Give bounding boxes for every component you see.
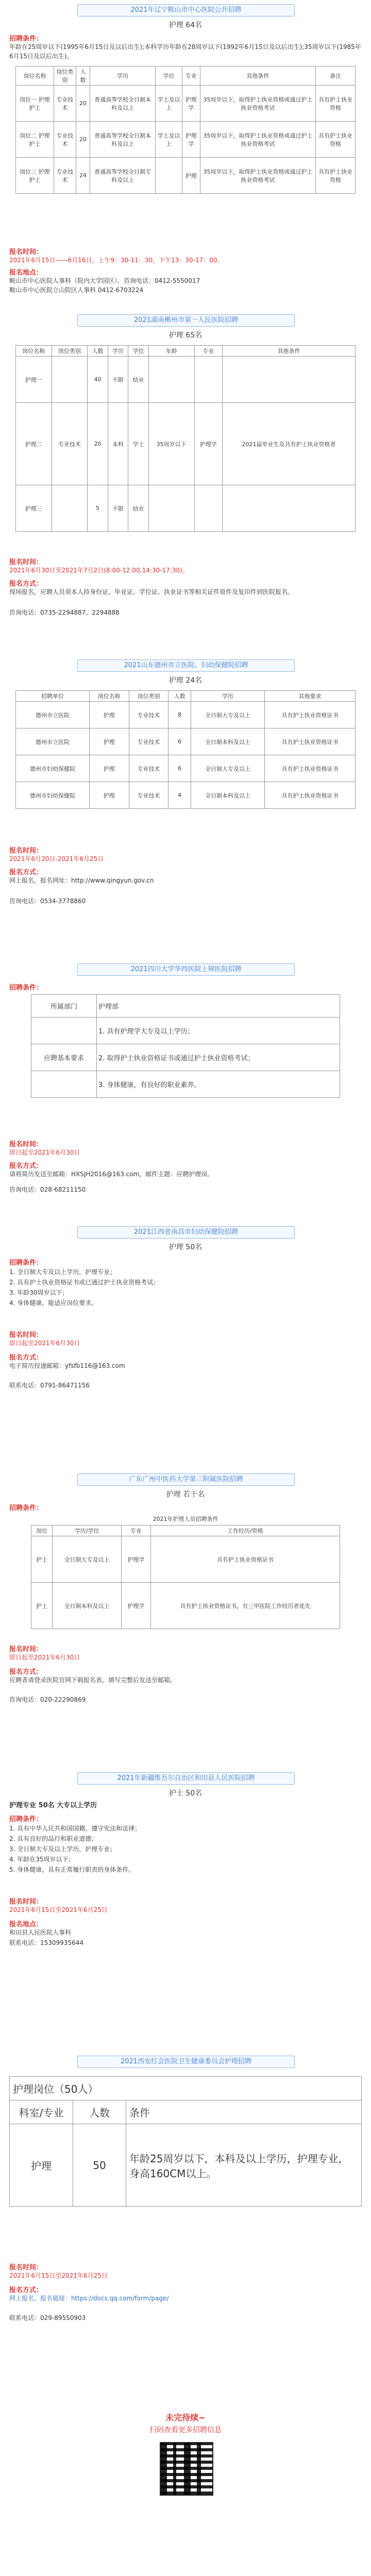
table-cell: 护理学 [122,1583,151,1629]
header-cell: 学历 [90,66,156,86]
requirements-label: 招聘条件： [9,984,43,992]
header-cell: 学位 [128,346,149,357]
table-row [31,995,340,1018]
place-label: 报名地点： [9,1921,43,1928]
section-title-bar: 2021四川大学华西医院上锦医院招聘 [77,963,295,976]
table-cell: 具有护士执业资格证书 [264,755,355,782]
requirement-item: 4. 年龄在35周岁以下； [9,1856,75,1863]
header-cell: 岗位名称 [16,346,52,357]
requirements-label: 招聘条件： [9,1259,43,1267]
method-label: 报名方式： [9,2286,43,2294]
section-subtitle: 护理 若干名 [166,1490,205,1499]
table-row [16,702,356,728]
table-header-row [16,691,356,702]
requirements-table [31,994,340,1098]
table-row [16,782,356,809]
table-cell: 所属部门 [31,995,97,1018]
method-label: 报名方式： [9,869,43,876]
method-text: 电子简历投递邮箱：yfsfb116@163.com [9,1362,125,1369]
method-label: 报名方式： [9,1668,43,1676]
table-row [31,1071,340,1098]
table-row [16,755,356,782]
table-cell: 结业 [128,485,149,532]
table-header-row [16,346,356,357]
header-cell: 年龄 [148,346,194,357]
table-row [16,485,356,532]
table-cell: 专业技术 [54,158,76,194]
time-text: 2021年6月15日至2021年6月25日 [9,2272,108,2279]
section-title-bar: 2021年新疆维吾尔自治区和田县人民医院招聘 [77,1772,295,1785]
method-label: 报名方式： [9,580,43,588]
table-cell: 年龄25周岁以下，本科及以上学历，护理专业，身高160CM以上。 [126,2124,362,2207]
section-anshan [0,4,371,293]
contact-text: 联系电话：15309935644 [9,1939,83,1946]
table-cell: 德州市妇幼保健院 [16,782,90,809]
time-text: 即日起至2021年6月30日 [9,1149,80,1156]
header-cell: 备注 [316,66,356,86]
positions-table [15,690,356,809]
table-cell: 具有护士执业资格 [316,122,356,158]
table-caption: 2021年护理人员招聘条件 [153,1516,218,1522]
header-cell: 学历/学位 [52,1526,121,1536]
table-cell: 6 [168,728,191,755]
table-cell [223,357,356,403]
table-cell: 岗位一 护理 护士 [16,86,54,122]
requirement-item: 2. 具有良好的品行和职业道德； [9,1835,98,1842]
table-cell: 护理 [89,728,129,755]
time-text: 2021年6月30日至2021年7月2日(8:00-12:00,14:30-17:30)。 [9,567,189,574]
table-row [31,1018,340,1044]
requirement-item: 3. 全日制大专及以上学历，护理专业； [9,1845,116,1853]
contact-text: 鞍山市中心医院立山院区人事科 0412-6703224 [9,286,144,294]
requirement-item: 5. 身体健康，具有正常履行职责的身体条件。 [9,1866,135,1873]
method-text: 网上报名，报名网址：http://www.qingyun.gov.cn [9,877,154,884]
header-cell: 岗位类别 [52,346,88,357]
table-cell: 2. 取得护士执业资格证书或通过护士执业资格考试； [97,1044,340,1071]
time-text: 即日起至2021年6月30日 [9,1654,80,1661]
header-cell: 条件 [126,2100,362,2124]
table-row [31,1583,340,1629]
table-cell: 20 [76,122,90,158]
method-label: 报名方式： [9,1354,43,1362]
table-cell [194,485,223,532]
header-cell: 岗位类别 [54,66,76,86]
contact-text: 咨询电话：0735-2294887、2294888 [9,609,120,616]
table-cell: 具有护士执业资格证书 [264,728,355,755]
table-cell: 护士 [31,1536,53,1583]
requirement-item: 1. 具有中华人民共和国国籍，遵守宪法和法律； [9,1825,141,1832]
table-cell: 40 [88,357,108,403]
table-cell: 护理 [89,702,129,728]
table-cell: 具有护士执业资格证书 [264,702,355,728]
table-cell: 不限 [108,485,128,532]
header-cell: 岗位 [31,1526,53,1536]
header-cell: 专业 [194,346,223,357]
table-cell: 5 [88,485,108,532]
table-cell: 护理部 [97,995,340,1018]
table-row [16,357,356,403]
time-text: 2021年6月20日-2021年6月25日 [9,855,104,862]
table-cell: 全日制大专及以上 [191,755,264,782]
table-cell: 具有护士执业资格 [316,158,356,194]
place-label: 报名地点： [9,269,43,277]
method-text: 请将简历发送至邮箱：HXSJH2016@163.com，邮件主题：应聘护理岗。 [9,1171,214,1178]
section-title-bar: 2021年辽宁鞍山市中心医院公开招聘 [77,4,295,16]
positions-table [9,2076,362,2207]
header-cell: 岗位名称 [16,66,54,86]
section-subtitle: 护士 50名 [168,1789,203,1798]
method-text: 现场报名，应聘人员须本人持身份证、毕业证、学位证、执业证书等相关证件原件及复印件到医院报名。 [9,588,294,596]
section-title-bar: 广东广州中医药大学第三附属医院招聘 [77,1473,295,1486]
section-hetian [0,1772,371,2030]
table-cell: 3. 身体健康，有良好的职业素养。 [97,1071,340,1098]
contact-text: 咨询电话：028-68211150 [9,1186,86,1193]
table-cell: 护理 [89,755,129,782]
time-label: 报名时间： [9,558,43,566]
table-cell [31,1018,97,1044]
table-cell [156,158,182,194]
requirements-label: 招聘条件： [9,35,43,43]
table-cell [52,357,88,403]
table-cell: 专业技术 [129,728,168,755]
section-heading: 护理专业 50名 大专以上学历 [9,1802,97,1809]
table-cell: 德州市妇幼保健院 [16,755,90,782]
table-cell: 20 [76,86,90,122]
table-cell [148,357,194,403]
time-label: 报名时间： [9,248,43,256]
table-cell: 本科 [108,403,128,485]
table-cell: 普通高等学校全日制专科及以上 [90,158,156,194]
requirements-text: 年龄在25周岁以下(1995年6月15日及以后出生);本科学历年龄在28周岁以下(1992年6月15日及以后出生);35周岁以下(1985年6月15日及以后出生)。 [9,43,361,60]
header-cell: 学位 [156,66,182,86]
table-cell: 护理学 [182,122,200,158]
table-cell: 具有护士执业资格证书 [150,1536,340,1583]
section-title-bar: 2021山东德州市立医院、妇幼保健院招聘 [77,659,295,672]
table-cell [52,485,88,532]
header-cell: 其他要求 [264,691,355,702]
section-huaxi [0,963,371,1200]
requirement-item: 4. 身体健康，能适应岗位要求。 [9,1299,98,1307]
method-label: 报名方式： [9,1162,43,1170]
contact-text: 联系电话：029-89550903 [9,2314,86,2321]
time-label: 报名时间： [9,1898,43,1906]
table-header-row [16,66,356,86]
table-cell [194,357,223,403]
table-row [16,403,356,485]
header-cell: 工作经历/资格 [150,1526,340,1536]
table-cell: 专业技术 [52,403,88,485]
time-label: 报名时间： [9,1331,43,1339]
table-cell: 护理二 [16,403,52,485]
footer-line1: 未完待续~ [165,2413,206,2422]
table-cell: 全日制本科及以上 [52,1583,121,1629]
header-cell: 专业 [182,66,200,86]
header-cell: 人数 [168,691,191,702]
positions-table [15,66,356,194]
table-cell: 35周岁以下，取得护士执业资格或通过护士执业资格考试 [200,158,316,194]
footer [0,2411,371,2576]
requirement-item: 2. 具有护士执业资格证书或已通过护士执业资格考试； [9,1279,160,1286]
table-cell: 专业技术 [54,86,76,122]
contact-text: 咨询电话：0534-3778860 [9,897,86,905]
header-cell: 人数 [73,2100,126,2124]
requirement-item: 3. 年龄30周岁以下； [9,1289,69,1296]
table-cell: 4 [168,782,191,809]
section-chenzhou [0,314,371,634]
table-cell: 全日制本科及以上 [191,782,264,809]
table-cell: 岗位二 护理 护士 [16,122,54,158]
table-cell: 具有护士执业资格证书，有三甲医院工作经历者优先 [150,1583,340,1629]
method-text[interactable]: 网上报名，报名链接：https://docs.qq.com/form/page/ [9,2295,169,2302]
section-subtitle: 护理 64名 [168,21,203,29]
table-cell: 护理学 [194,403,223,485]
table-cell: 护理一 [16,357,52,403]
section-xian [0,2056,371,2375]
place-text: 和田县人民医院人事科 [9,1929,72,1936]
table-cell [148,485,194,532]
time-text: 2021年6月15日——6月16日，上午9：30-11：30，下午13：30-17：00。 [9,257,224,264]
table-cell: 结业 [128,357,149,403]
section-dezhou [0,659,371,938]
contact-text: 咨询电话：020-22290869 [9,1696,86,1703]
table-cell: 20 [88,403,108,485]
table-cell: 学士 [128,403,149,485]
table-cell: 24 [76,158,90,194]
table-row [10,2124,362,2207]
contact-text: 联系电话：0791-86471156 [9,1382,90,1389]
header-cell: 科室/专业 [10,2100,73,2124]
table-cell [223,485,356,532]
time-text: 2021年6月15日至2021年6月25日 [9,1906,108,1913]
table-row [31,1536,340,1583]
positions-table [15,345,356,532]
table-cell: 1. 具有护理学大专及以上学历； [97,1018,340,1044]
section-title-bar: 2021西安红会医院卫生健康委员会护理招聘 [77,2056,295,2068]
requirements-label: 招聘条件： [9,1504,43,1512]
table-row [16,122,356,158]
section-subtitle: 护理 65名 [168,331,203,340]
table-cell: 应聘基本要求 [31,1044,97,1071]
section-subtitle: 护理 24名 [168,676,203,685]
table-row [16,86,356,122]
header-cell: 学历 [108,346,128,357]
table-cell: 护理学 [182,86,200,122]
table-cell: 具有护士执业资格证书 [264,782,355,809]
section-subtitle: 护理 50名 [168,1243,203,1251]
header-cell: 人数 [88,346,108,357]
table-cell: 护理 [182,158,200,194]
table-cell: 35周岁以下，取得护士执业资格或通过护士执业资格考试 [200,122,316,158]
table-cell: 不限 [108,357,128,403]
table-cell [31,1071,97,1098]
table-title-row [10,2077,362,2100]
table-cell: 普通高等学校全日制本科及以上 [90,86,156,122]
table-cell: 专业技术 [54,122,76,158]
header-cell: 招聘单位 [16,691,90,702]
table-cell: 35周岁以下 [148,403,194,485]
table-cell: 护士 [31,1583,53,1629]
header-cell: 人数 [76,66,90,86]
time-label: 报名时间： [9,847,43,855]
table-cell: 35周岁以下，取得护士执业资格或通过护士执业资格考试 [200,86,316,122]
header-cell: 岗位类别 [129,691,168,702]
table-row [31,1044,340,1071]
table-cell: 护理学 [122,1536,151,1583]
requirements-label: 招聘条件： [9,1816,43,1823]
table-cell: 学士及以上 [156,86,182,122]
requirement-item: 1. 全日制大专及以上学历，护理专业； [9,1268,116,1276]
table-cell: 专业技术 [129,755,168,782]
table-cell: 专业技术 [129,702,168,728]
table-cell: 护理 [89,782,129,809]
table-row [16,728,356,755]
table-cell: 专业技术 [129,782,168,809]
table-cell: 学士及以上 [156,122,182,158]
header-cell: 专业 [122,1526,151,1536]
header-cell: 其他条件 [200,66,316,86]
table-cell: 全日制本科及以上 [191,728,264,755]
table-cell: 2021届毕业生及具有护士执业资格者 [223,403,356,485]
time-label: 报名时间： [9,2264,43,2272]
time-label: 报名时间： [9,1141,43,1148]
table-cell: 8 [168,702,191,728]
table-header-row [31,1526,340,1536]
table-cell: 护理 [10,2124,73,2207]
table-cell: 具有护士执业资格 [316,86,356,122]
table-cell: 德州市立医院 [16,702,90,728]
time-text: 即日起至2021年6月30日 [9,1340,80,1347]
header-cell: 其他条件 [223,346,356,357]
table-cell: 全日制大专及以上 [52,1536,121,1583]
table-cell: 岗位三 护理 护士 [16,158,54,194]
section-title-bar: 2021湖南郴州市第一人民医院招聘 [77,314,295,327]
qr-code-icon[interactable] [160,2442,213,2496]
place-text: 鞍山市中心医院人事科（院内大学园区），咨询电话：0412-5550017 [9,277,200,284]
section-guangzhou [0,1473,371,1741]
table-row [16,158,356,194]
header-cell: 学历 [191,691,264,702]
section-title-bar: 2021江西省南昌市妇幼保健院招聘 [77,1226,295,1239]
table-cell: 普通高等学校全日制本科及以上 [90,122,156,158]
table-cell: 全日制大专及以上 [191,702,264,728]
positions-table [31,1525,340,1629]
header-cell: 岗位名称 [89,691,129,702]
table-cell: 护理三 [16,485,52,532]
footer-line2: 扫码查看更多招聘信息 [149,2426,222,2434]
table-title: 护理岗位（50人） [10,2077,362,2100]
method-text: 应聘者请登录医院官网下载报名表，填写完整后发送至邮箱。 [9,1676,177,1684]
section-nanchang [0,1226,371,1443]
table-cell: 6 [168,755,191,782]
table-cell: 50 [73,2124,126,2207]
table-header-row [10,2100,362,2124]
time-label: 报名时间： [9,1646,43,1653]
table-cell: 德州市立医院 [16,728,90,755]
